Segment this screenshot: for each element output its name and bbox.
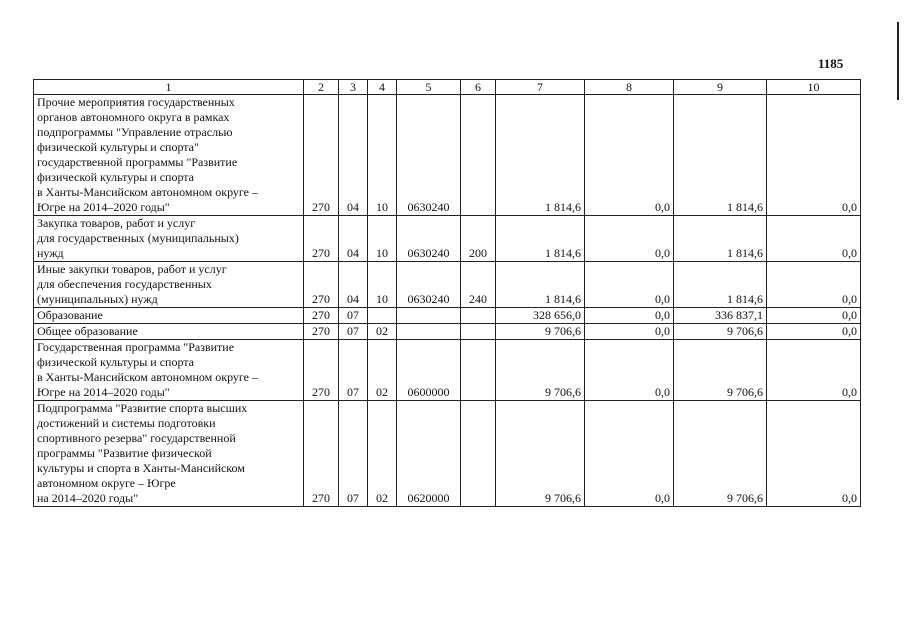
cell-expense-type [461, 324, 496, 340]
cell-amount-9: 1 814,6 [674, 262, 767, 308]
cell-subsection [368, 308, 397, 324]
cell-amount-9: 9 706,6 [674, 324, 767, 340]
cell-expense-type [461, 340, 496, 401]
row-name-line: физической культуры и спорта" [37, 140, 199, 154]
row-name-line: физической культуры и спорта [37, 355, 195, 369]
cell-admin-code: 270 [304, 262, 339, 308]
column-header: 1 [34, 80, 304, 95]
cell-expense-type [461, 401, 496, 507]
cell-expense-type [461, 95, 496, 216]
cell-expense-type [461, 308, 496, 324]
row-name [34, 308, 304, 324]
cell-target-article: 0620000 [397, 401, 461, 507]
cell-amount-9: 9 706,6 [674, 340, 767, 401]
cell-target-article [397, 308, 461, 324]
row-name [34, 95, 304, 216]
cell-section: 07 [339, 340, 368, 401]
cell-admin-code: 270 [304, 308, 339, 324]
column-header: 2 [304, 80, 339, 95]
row-name-line: культуры и спорта в Ханты-Мансийском [37, 461, 245, 475]
column-header: 10 [767, 80, 861, 95]
cell-amount-10: 0,0 [767, 308, 861, 324]
cell-subsection: 02 [368, 401, 397, 507]
cell-expense-type: 240 [461, 262, 496, 308]
row-name-line: для обеспечения государственных [37, 277, 212, 291]
column-header: 5 [397, 80, 461, 95]
cell-subsection: 02 [368, 340, 397, 401]
cell-amount-7: 9 706,6 [496, 401, 585, 507]
row-name-line: Общее образование [37, 324, 138, 338]
row-name [34, 324, 304, 340]
row-name-line: на 2014–2020 годы" [37, 491, 139, 505]
row-name-line: программы "Развитие физической [37, 446, 212, 460]
table-row [34, 401, 861, 507]
cell-amount-8: 0,0 [585, 324, 674, 340]
row-name-line: достижений и системы подготовки [37, 416, 216, 430]
column-header: 8 [585, 80, 674, 95]
row-name-line: спортивного резерва" государственной [37, 431, 236, 445]
row-name-line: (муниципальных) нужд [37, 292, 158, 306]
table-row [34, 340, 861, 401]
table-row [34, 324, 861, 340]
row-name-line: Закупка товаров, работ и услуг [37, 216, 196, 230]
cell-amount-10: 0,0 [767, 216, 861, 262]
table-header-row [34, 80, 861, 95]
cell-amount-8: 0,0 [585, 95, 674, 216]
cell-amount-7: 1 814,6 [496, 216, 585, 262]
row-name-line: Образование [37, 308, 103, 322]
table-row [34, 95, 861, 216]
table-row [34, 262, 861, 308]
cell-target-article: 0600000 [397, 340, 461, 401]
row-name-line: в Ханты-Мансийском автономном округе – [37, 185, 258, 199]
cell-section: 04 [339, 262, 368, 308]
row-name-line: физической культуры и спорта [37, 170, 195, 184]
cell-amount-10: 0,0 [767, 262, 861, 308]
row-name-line: подпрограммы "Управление отраслью [37, 125, 233, 139]
cell-target-article [397, 324, 461, 340]
cell-section: 04 [339, 95, 368, 216]
cell-amount-8: 0,0 [585, 216, 674, 262]
table-row [34, 216, 861, 262]
cell-amount-9: 9 706,6 [674, 401, 767, 507]
cell-amount-9: 1 814,6 [674, 95, 767, 216]
row-name [34, 216, 304, 262]
cell-expense-type: 200 [461, 216, 496, 262]
cell-amount-8: 0,0 [585, 262, 674, 308]
cell-section: 07 [339, 401, 368, 507]
cell-amount-10: 0,0 [767, 324, 861, 340]
cell-amount-7: 1 814,6 [496, 262, 585, 308]
column-header: 6 [461, 80, 496, 95]
cell-section: 04 [339, 216, 368, 262]
row-name [34, 262, 304, 308]
column-header: 7 [496, 80, 585, 95]
cell-amount-9: 1 814,6 [674, 216, 767, 262]
cell-amount-10: 0,0 [767, 401, 861, 507]
cell-amount-7: 9 706,6 [496, 324, 585, 340]
column-header: 3 [339, 80, 368, 95]
column-header: 4 [368, 80, 397, 95]
cell-amount-8: 0,0 [585, 308, 674, 324]
cell-amount-7: 328 656,0 [496, 308, 585, 324]
row-name [34, 401, 304, 507]
cell-amount-10: 0,0 [767, 95, 861, 216]
cell-admin-code: 270 [304, 340, 339, 401]
cell-admin-code: 270 [304, 324, 339, 340]
row-name-line: автономном округе – Югре [37, 476, 176, 490]
row-name-line: Подпрограмма "Развитие спорта высших [37, 401, 248, 415]
row-name-line: Югре на 2014–2020 годы" [37, 200, 170, 214]
row-name-line: для государственных (муниципальных) [37, 231, 239, 245]
cell-subsection: 10 [368, 95, 397, 216]
row-name-line: Югре на 2014–2020 годы" [37, 385, 170, 399]
column-header: 9 [674, 80, 767, 95]
cell-amount-7: 1 814,6 [496, 95, 585, 216]
scan-edge-line [897, 22, 899, 100]
cell-subsection: 10 [368, 262, 397, 308]
row-name-line: государственной программы "Развитие [37, 155, 238, 169]
row-name-line: Иные закупки товаров, работ и услуг [37, 262, 227, 276]
cell-amount-8: 0,0 [585, 340, 674, 401]
row-name-line: нужд [37, 246, 64, 260]
page-number: 1185 [818, 56, 844, 71]
cell-target-article: 0630240 [397, 95, 461, 216]
row-name-line: органов автономного округа в рамках [37, 110, 230, 124]
row-name-line: в Ханты-Мансийском автономном округе – [37, 370, 258, 384]
cell-amount-8: 0,0 [585, 401, 674, 507]
cell-section: 07 [339, 308, 368, 324]
cell-amount-7: 9 706,6 [496, 340, 585, 401]
row-name [34, 340, 304, 401]
row-name-line: Прочие мероприятия государственных [37, 95, 235, 109]
row-name-line: Государственная программа "Развитие [37, 340, 235, 354]
cell-target-article: 0630240 [397, 262, 461, 308]
cell-amount-9: 336 837,1 [674, 308, 767, 324]
cell-target-article: 0630240 [397, 216, 461, 262]
cell-subsection: 02 [368, 324, 397, 340]
cell-amount-10: 0,0 [767, 340, 861, 401]
cell-admin-code: 270 [304, 401, 339, 507]
table-row [34, 308, 861, 324]
budget-table [33, 79, 861, 507]
cell-subsection: 10 [368, 216, 397, 262]
cell-admin-code: 270 [304, 95, 339, 216]
cell-section: 07 [339, 324, 368, 340]
cell-admin-code: 270 [304, 216, 339, 262]
